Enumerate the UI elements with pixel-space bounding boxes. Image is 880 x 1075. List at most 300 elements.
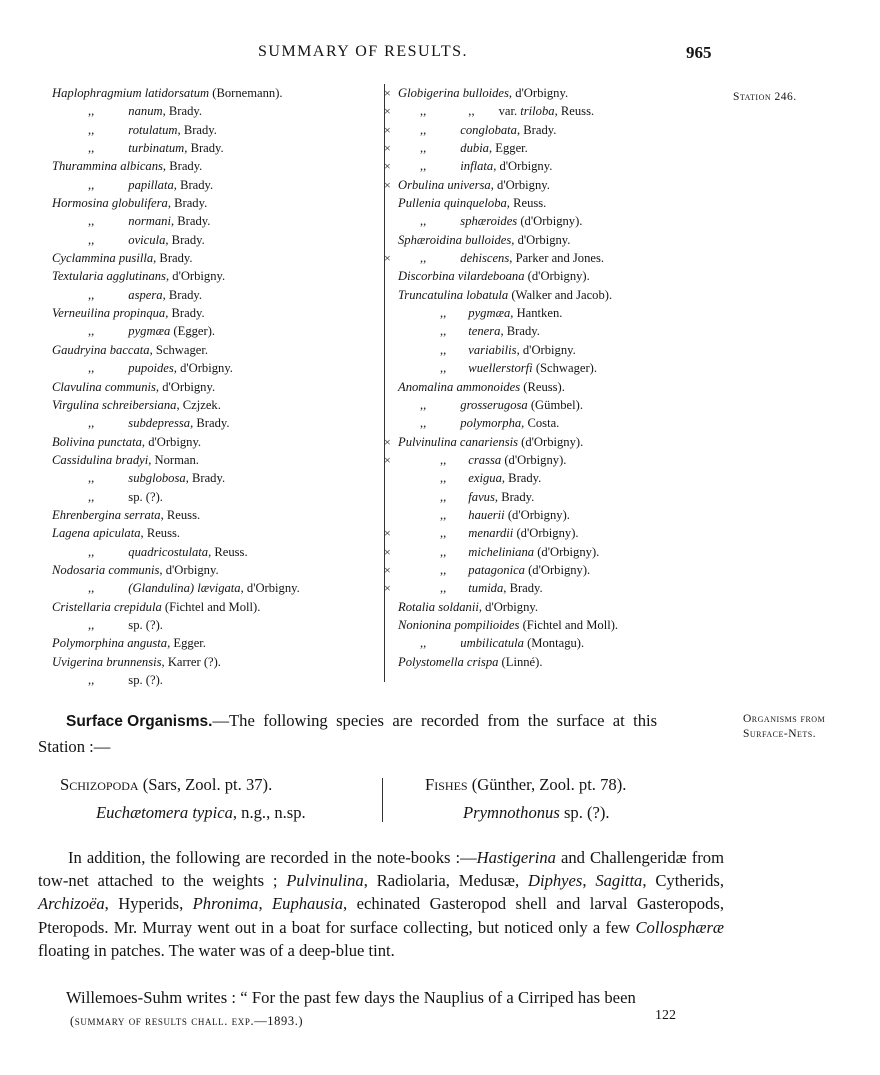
species-entry [384,506,684,524]
species-entry [52,433,382,451]
ditto-mark: ,, [88,214,95,229]
species-entry [52,84,382,102]
species-author: , Parker and Jones. [509,251,605,266]
species-entry [52,194,382,212]
species-author: , Brady. [165,306,205,321]
species-name: albicans [120,159,163,174]
species-entry [384,653,684,671]
species-name: quinqueloba [443,196,507,211]
species-author: , Hantken. [510,306,563,321]
species-author: , d'Orbigny. [159,562,219,577]
ditto-mark: ,, [88,287,95,302]
para-text: , Radiolaria, Medusæ, [363,871,528,891]
species-name: sphæroides [460,214,518,229]
species-author: , Brady. [184,141,224,156]
genus-name: Nodosaria [52,562,106,577]
species-entry [52,286,382,304]
species-entry [52,341,382,359]
ditto-mark: ,, [440,361,447,376]
species-entry [384,451,684,469]
surface-heading: Surface Organisms. [66,713,213,730]
species-author: (d'Orbigny). [518,434,584,449]
species-author: (Fichtel and Moll). [519,617,619,632]
species-author: var. [498,104,521,119]
ditto-mark: ,, [440,544,447,559]
species-entry [52,249,382,267]
species-name: bulloides [465,232,512,247]
species-name: menardii [468,526,514,541]
genus-name: Pullenia [398,196,441,211]
surface-intro-line2: Station :— [38,737,111,756]
genus-name: Ehrenbergina [52,507,122,522]
species-entry [52,506,382,524]
species-name: ovicula [128,232,166,247]
schizopoda-note: , n.g., n.sp. [232,803,306,822]
species-author: , Reuss. [208,544,248,559]
species-author: , Brady. [501,471,542,486]
genus-name: Haplophragmium [52,86,142,100]
species-name: globulifera [111,196,168,211]
species-entry [384,304,684,322]
para-italic: Collosphæræ [635,917,724,937]
para-italic: Hastigerina [476,848,556,867]
species-name: propinqua [113,306,166,321]
ditto-mark: ,, [420,104,427,119]
species-entry [52,267,382,285]
cross-mark: × [384,141,391,156]
genus-name: Clavulina [52,379,102,394]
species-entry [52,378,382,396]
species-entry [384,102,684,120]
species-name: exigua [468,471,502,486]
willemoes-line: Willemoes-Suhm writes : “ For the past few days the Nauplius of a Cirriped has been [66,988,636,1007]
species-entry [384,414,684,432]
ditto-mark: ,, [420,159,427,174]
ditto-mark: ,, [440,526,447,541]
cross-mark: × [384,452,391,467]
ditto-mark: ,, [88,324,95,339]
ditto-mark: ,, [468,104,475,119]
species-author: , Schwager. [149,342,209,357]
cross-mark: × [384,122,391,137]
ditto-mark: ,, [440,471,447,486]
species-name: serrata [124,507,161,522]
species-name: rotulatum [128,122,178,137]
species-name: punctata [97,434,142,449]
para-text: In addition, the following are recorded in the note-books :— [68,848,477,867]
para-text: and Challengeridæ from tow-net attached to the weights ; [38,848,724,891]
genus-name: Uvigerina [52,654,104,669]
species-name: crepidula [113,599,162,614]
species-entry [52,543,382,561]
ditto-mark: ,, [440,306,447,321]
ditto-mark: ,, [88,489,95,504]
sidenote-organisms-line1: Organisms from [743,713,826,725]
para-text: , [582,871,596,891]
species-author: , d'Orbigny. [490,177,550,192]
genus-name: Bolivina [52,434,95,449]
ditto-mark: ,, [420,636,427,651]
genus-name: Gaudryina [52,342,107,357]
species-name: umbilicatula [460,636,524,651]
species-author: (Schwager). [532,361,598,376]
species-name: tumida [468,581,504,596]
species-author: , d'Orbigny. [155,379,216,394]
species-author: (d'Orbigny). [517,214,583,229]
species-name: variabilis [468,342,517,357]
species-entry [52,231,382,249]
species-name: agglutinans [106,269,166,284]
species-author: , Brady. [170,214,211,229]
genus-name: Lagena [52,526,90,541]
sidenote-station: Station 246. [733,91,797,103]
fishes-species-name: Prymnothonus [463,803,560,822]
species-name: (Glandulina) lævigata [128,581,241,596]
species-entry [384,524,684,542]
fishes-note: sp. (?). [559,803,610,822]
genus-name: Truncatulina [398,287,464,302]
genus-name: Discorbina [398,269,455,284]
species-author: , Egger. [488,141,528,156]
species-entry [52,176,382,194]
species-name: vilardeboana [457,269,525,284]
species-author: (Bornemann). [209,86,283,100]
species-author: (d'Orbigny). [504,507,570,522]
species-author: sp. (?). [128,489,163,504]
ditto-mark: ,, [420,416,427,431]
fishes-ref: (Günther, Zool. pt. 78). [467,775,627,794]
species-author: (d'Orbigny). [534,544,600,559]
genus-name: Pulvinulina [398,434,457,449]
species-author: , Brady. [165,232,205,247]
species-entry [52,451,382,469]
species-entry [52,102,382,120]
species-author: , d'Orbigny. [240,581,300,596]
species-entry [52,671,382,689]
species-name: quadricostulata [128,544,209,559]
species-name: crispa [466,654,499,669]
species-entry [384,561,684,579]
surface-intro: —The following species are recorded from the surface at this [212,711,658,730]
schizopoda-heading [60,775,272,795]
species-author: (d'Orbigny). [501,452,567,467]
surface-intro-line1 [66,711,657,731]
species-entry [52,414,382,432]
genus-name: Cassidulina [52,452,113,467]
species-entry [384,176,684,194]
species-author: , Brady. [494,489,535,504]
cross-mark: × [384,526,391,541]
species-name: tenera [468,324,501,339]
fishes-species [463,803,610,823]
species-author: , Brady. [516,122,557,137]
species-name: polymorpha [460,416,522,431]
genus-name: Hormosina [52,196,109,211]
species-name: aspera [128,287,163,302]
ditto-mark: ,, [88,471,95,486]
cross-mark: × [384,86,391,100]
genus-name: Virgulina [52,397,99,412]
ditto-mark: ,, [420,214,427,229]
ditto-mark: ,, [440,581,447,596]
species-author: , d'Orbigny. [173,361,233,376]
genus-name: Rotalia [398,599,436,614]
cross-mark: × [384,544,391,559]
species-author: , Costa. [521,416,560,431]
species-name: universa [447,177,491,192]
species-name: pygmæa [128,324,171,339]
para-italic: Archizoëa [38,894,105,914]
species-name: nanum [128,104,163,119]
ditto-mark: ,, [88,416,95,431]
cross-mark: × [384,104,391,119]
species-name: dehiscens [460,251,510,266]
species-name: hauerii [468,507,505,522]
ditto-mark: ,, [88,141,95,156]
species-name: inflata [460,159,494,174]
species-author: , d'Orbigny. [478,599,539,614]
cross-mark: × [384,434,391,449]
species-author: (Walker and Jacob). [508,287,613,302]
species-entry [384,469,684,487]
species-author: , Brady. [190,416,230,431]
species-name: pupoides [128,361,174,376]
species-author: (Egger). [170,324,216,339]
variety-author: , Reuss. [554,104,595,119]
species-author: , d'Orbigny. [516,342,576,357]
species-author: , d'Orbigny. [511,232,571,247]
species-entry [52,598,382,616]
para-italic: Sagitta [595,871,643,891]
species-entry [384,267,684,285]
species-name: crassa [468,452,502,467]
species-author: , d'Orbigny. [508,86,569,100]
species-entry [52,157,382,175]
ditto-mark: ,, [420,141,427,156]
species-name: brunnensis [106,654,162,669]
species-author: sp. (?). [128,617,163,632]
species-entry [384,634,684,652]
species-entry [384,139,684,157]
genus-name: Anomalina [398,379,454,394]
species-name: papillata [128,177,174,192]
species-entry [52,212,382,230]
para-italic: Pulvinulina [286,871,364,891]
species-author: , Brady. [153,251,193,266]
species-author: (d'Orbigny). [513,526,579,541]
sidenote-organisms-line2: Surface-Nets. [743,728,817,740]
species-list-right [384,84,684,671]
species-entry [384,488,684,506]
cross-mark: × [384,562,391,577]
species-name: latidorsatum [144,86,210,100]
para-text: floating in patches. The water was of a deep-blue tint. [38,940,395,960]
para-text: , Hyperids, [104,894,193,914]
species-author: (Linné). [498,654,543,669]
genus-name: Thurammina [52,159,118,174]
species-entry [384,579,684,597]
species-name: grosserugosa [460,397,528,412]
schizopoda-species-name: Euchætomera typica [96,803,233,822]
genus-name: Orbulina [398,177,445,192]
species-author: (d'Orbigny). [524,562,591,577]
genus-name: Nonionina [398,617,452,632]
species-author: , Brady. [162,104,202,119]
ditto-mark: ,, [440,342,447,357]
cross-mark: × [384,177,391,192]
variety-name: triloba [520,104,555,119]
species-author: (Fichtel and Moll). [161,599,261,614]
species-entry [52,616,382,634]
species-name: wuellerstorfi [468,361,533,376]
species-author: , Brady. [503,581,543,596]
species-name: conglobata [460,122,517,137]
para-italic: Euphausia [272,894,344,914]
ditto-mark: ,, [440,489,447,504]
species-entry [384,433,684,451]
species-name: baccata [109,342,150,357]
species-entry [384,543,684,561]
species-name: ammonoides [456,379,521,394]
species-author: , Brady. [177,122,217,137]
ditto-mark: ,, [440,324,447,339]
para-italic: Phronima [192,894,259,914]
species-entry [52,634,382,652]
ditto-mark: ,, [88,673,95,687]
genus-name: Cristellaria [52,599,111,614]
species-entry [384,84,684,102]
species-author: , d'Orbigny. [165,269,226,284]
schizopoda-ref: (Sars, Zool. pt. 37). [138,775,273,794]
genus-name: Polystomella [398,654,464,669]
species-name: subdepressa [128,416,191,431]
species-entry [384,157,684,175]
cross-mark: × [384,581,391,596]
signature-number: 122 [655,1008,676,1023]
species-name: favus [468,489,495,504]
species-entry [52,653,382,671]
ditto-mark: ,, [88,617,95,632]
species-entry [384,396,684,414]
species-author: , Brady. [162,159,203,174]
species-name: dubia [460,141,489,156]
genus-name: Polymorphina [52,636,125,651]
cross-mark: × [384,159,391,174]
species-name: apiculata [92,526,141,541]
species-author: sp. (?). [128,673,163,687]
ditto-mark: ,, [420,397,427,412]
species-name: soldanii [438,599,479,614]
ditto-mark: ,, [420,251,427,266]
ditto-mark: ,, [440,562,447,577]
species-name: lobatula [466,287,509,302]
species-name: patagonica [468,562,525,577]
genus-name: Textularia [52,269,104,284]
species-name: turbinatum [128,141,185,156]
species-author: , Reuss. [506,196,547,211]
species-name: micheliniana [468,544,535,559]
footer-citation: (summary of results chall. exp.—1893.) [70,1014,304,1028]
fishes-group: Fishes [425,775,468,794]
species-name: angusta [127,636,168,651]
page-number: 965 [686,43,712,62]
species-author: , Egger. [167,636,206,651]
species-author: , Brady. [173,177,214,192]
sidenote-organisms [743,712,825,742]
ditto-mark: ,, [420,122,427,137]
species-name: subglobosa [128,471,186,486]
species-author: , Czjzek. [176,397,221,412]
genus-name: Sphæroidina [398,232,462,247]
ditto-mark: ,, [88,122,95,137]
species-entry [384,194,684,212]
species-entry [384,359,684,377]
species-entry [52,579,382,597]
species-entry [52,139,382,157]
species-entry [384,322,684,340]
species-entry [384,616,684,634]
species-author: , Brady. [162,287,202,302]
species-entry [52,121,382,139]
species-author: , Brady. [185,471,226,486]
ditto-mark: ,, [88,177,95,192]
para-italic: Diphyes [527,871,583,891]
species-author: , Reuss. [160,507,201,522]
species-name: normani [128,214,171,229]
species-entry [52,488,382,506]
species-entry [384,212,684,230]
species-list-left [52,84,382,689]
species-entry [384,249,684,267]
species-entry [384,231,684,249]
fishes-heading [425,775,626,795]
species-entry [384,378,684,396]
ditto-mark: ,, [88,581,95,596]
ditto-mark: ,, [88,232,95,247]
para-text: , echinated Gasteropod shell and larval Gasteropods, Pteropods. Mr. Murray went out in a boat for surface collecting, but noticed only a few [38,894,725,937]
notebook-paragraph [38,846,724,962]
species-name: schreibersiana [102,397,177,412]
genus-name: Globigerina [398,86,460,100]
species-author: , Brady. [167,196,208,211]
genus-name: Verneuilina [52,306,111,321]
species-entry [52,396,382,414]
species-entry [384,286,684,304]
species-entry [52,561,382,579]
species-entry [384,341,684,359]
genus-name: Cyclammina [52,251,116,266]
ditto-mark: ,, [440,507,447,522]
species-author: (Montagu). [523,636,585,651]
species-entry [384,598,684,616]
species-entry [384,121,684,139]
ditto-mark: ,, [88,544,95,559]
species-name: communis [108,562,160,577]
species-name: communis [104,379,156,394]
para-text: , Cytherids, [642,871,725,891]
para-text: , [258,894,273,914]
species-entry [52,359,382,377]
running-title: SUMMARY OF RESULTS. [258,43,469,60]
cross-mark: × [384,251,391,266]
species-author: , Karrer (?). [161,654,221,669]
species-author: , Brady. [500,324,540,339]
species-name: pusilla [118,251,154,266]
species-entry [52,524,382,542]
species-author: , d'Orbigny. [493,159,553,174]
schizopoda-group: Schizopoda [60,775,139,794]
ditto-mark: ,, [88,361,95,376]
